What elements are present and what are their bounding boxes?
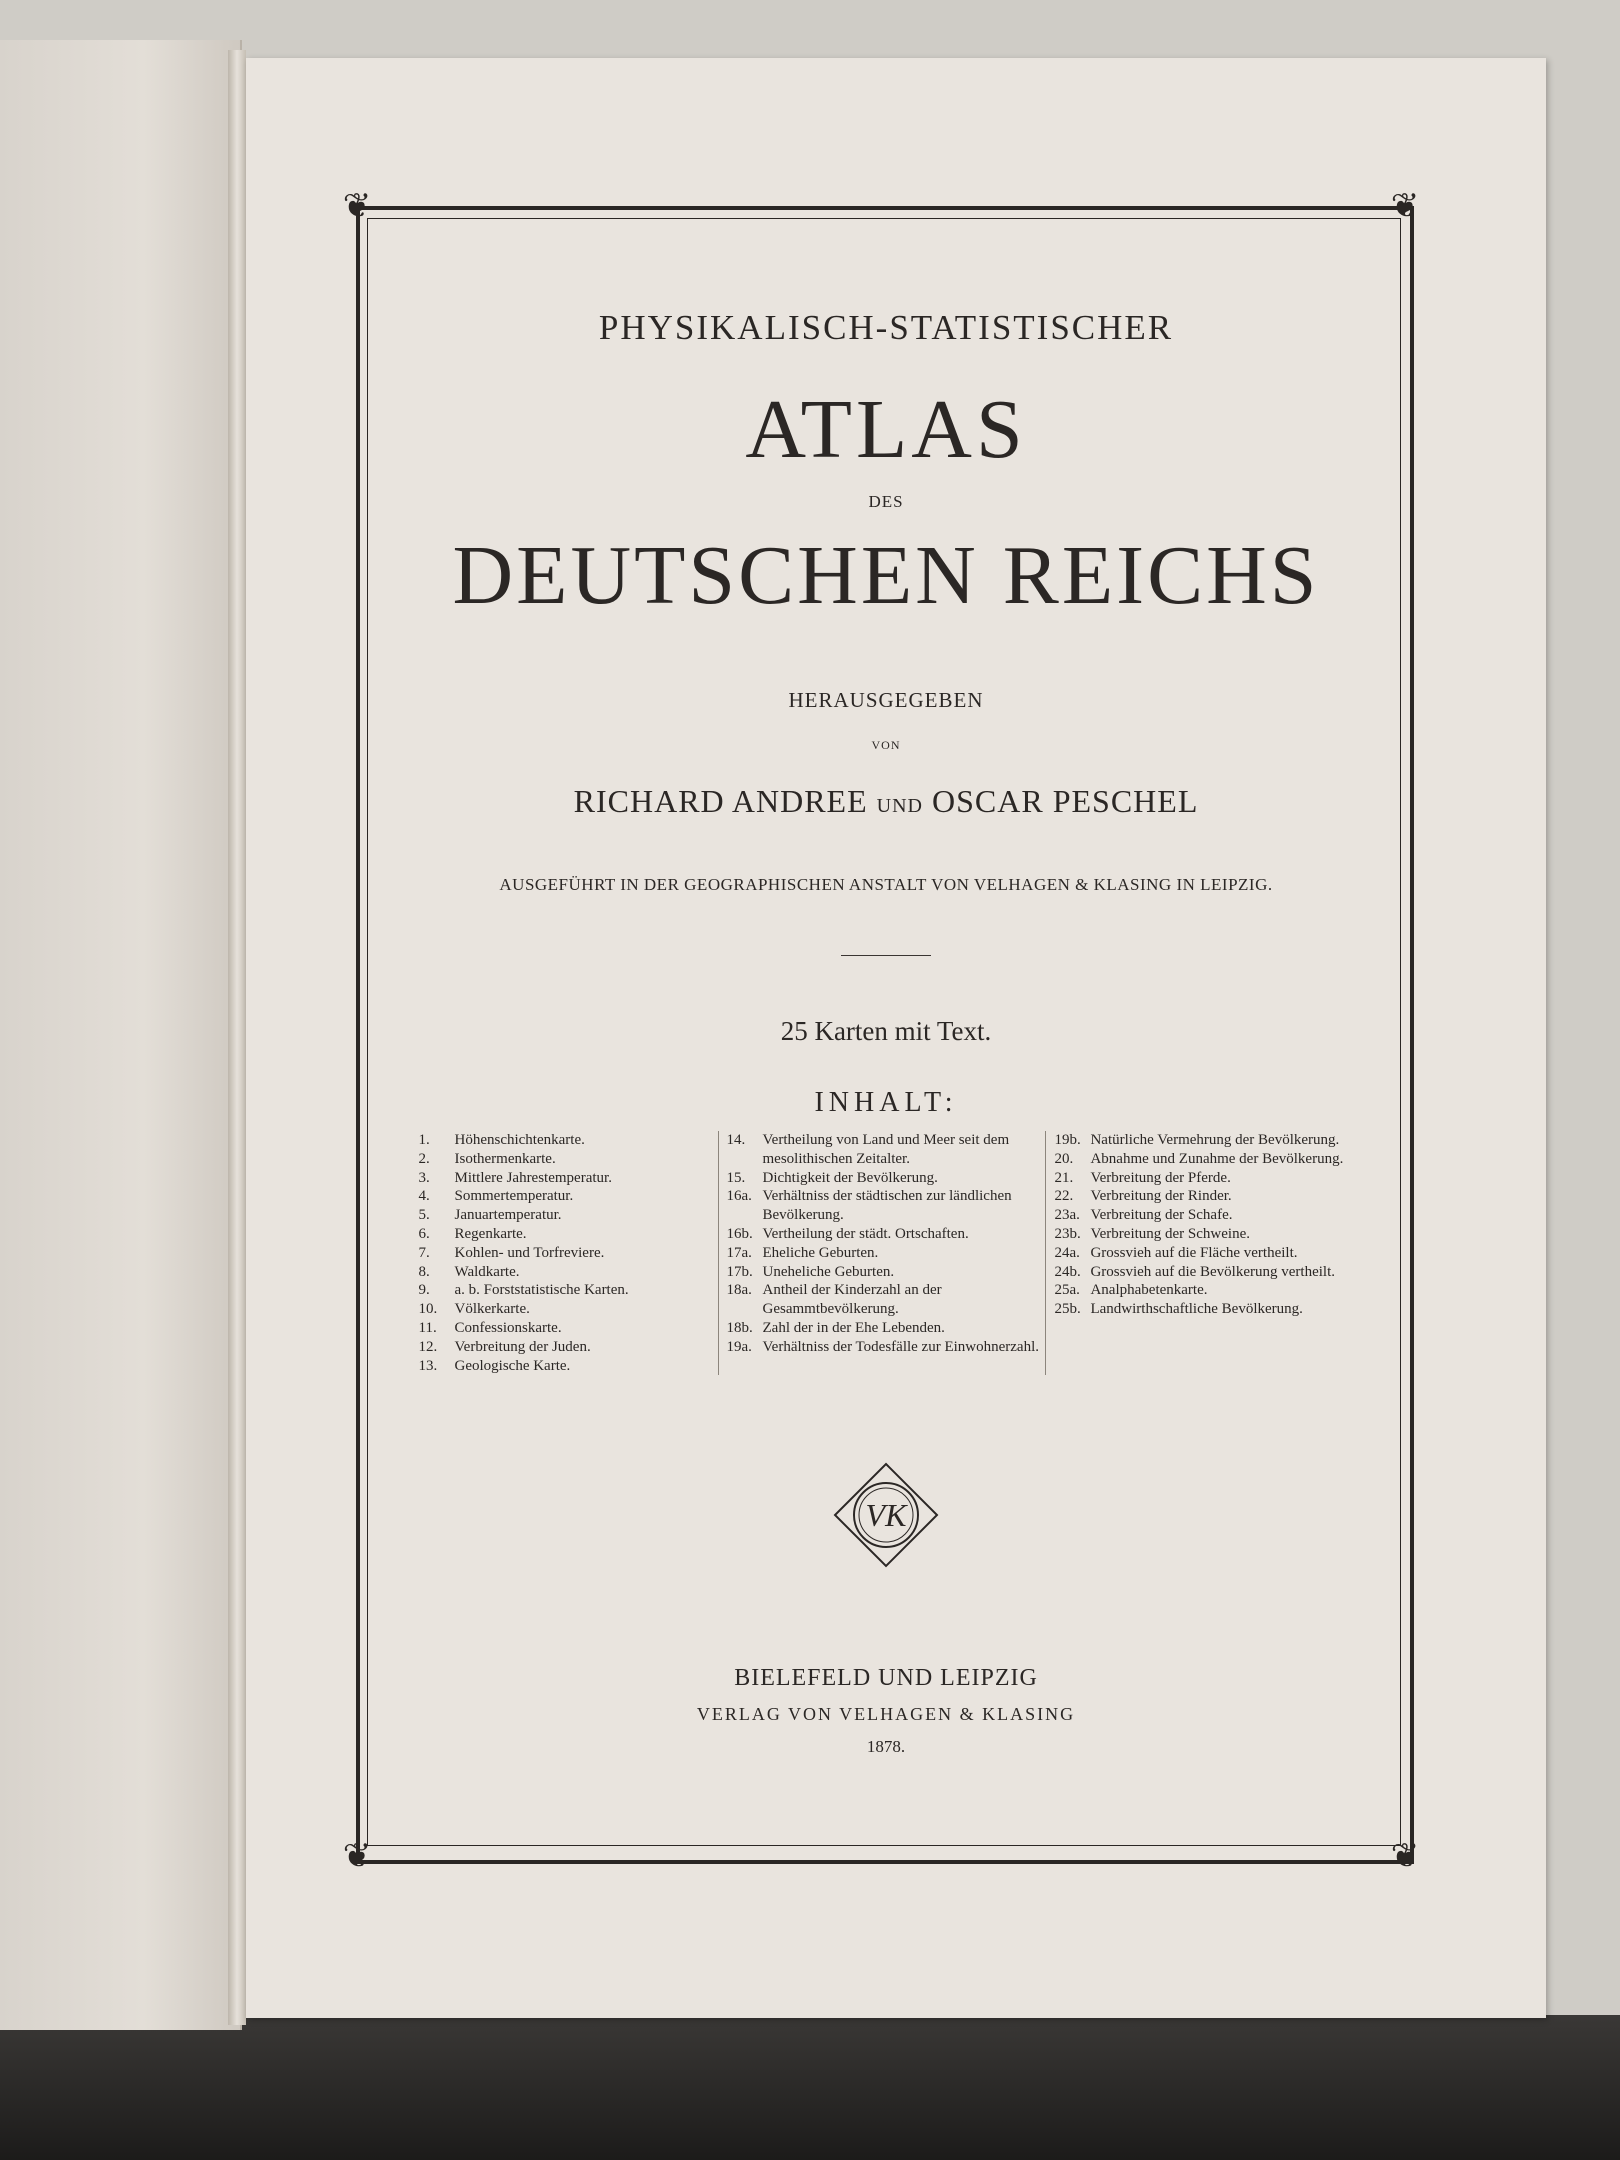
toc-item-number: 15. [726,1169,746,1186]
toc-item-title: Verhältniss der städtischen zur ländlichen Bevölkerung. [762,1188,1012,1224]
toc-item-number: 25a. [1054,1282,1080,1299]
toc-item-title: Grossvieh auf die Fläche vertheilt. [1090,1244,1298,1261]
toc-item [727,1263,1046,1282]
toc-item-title: Vertheilung der städt. Ortschaften. [762,1225,969,1242]
toc-item-number: 24b. [1054,1263,1081,1280]
toc-item-title: Analphabetenkarte. [1090,1282,1208,1299]
main-title-atlas: ATLAS [745,383,1027,476]
toc-item [727,1338,1046,1357]
toc-item-number: 19b. [1054,1132,1081,1148]
author-andree: RICHARD ANDREE [573,783,868,819]
toc-item-number: 10. [418,1301,438,1318]
toc-item [419,1338,718,1357]
toc-item-title: Verbreitung der Rinder. [1090,1188,1232,1205]
toc-item-number: 24a. [1054,1244,1080,1261]
toc-item-number: 8. [418,1263,430,1280]
toc-item-title: Sommertemperatur. [454,1188,574,1205]
toc-item [1054,1187,1353,1206]
main-title-reich: DEUTSCHEN REICHS [452,529,1320,622]
toc-item-title: Zahl der in der Ehe Lebenden. [762,1319,945,1336]
toc-item-number: 25b. [1054,1301,1081,1318]
toc-item-title: Waldkarte. [454,1263,520,1280]
toc-item-number: 13. [418,1357,438,1374]
toc-item-title: Isothermenkarte. [454,1150,556,1167]
toc-item-title: Abnahme und Zunahme der Bevölkerung. [1090,1150,1344,1167]
title-content [376,308,1396,1757]
publisher-monogram [831,1460,941,1570]
toc-column-2 [718,1131,1046,1375]
toc-item-number: 7. [418,1244,430,1261]
toc-item-title: Uneheliche Geburten. [762,1263,895,1280]
title-page [246,58,1546,2018]
map-count: 25 Karten mit Text. [780,1016,992,1046]
toc-item [419,1225,718,1244]
toc-item [1054,1244,1353,1263]
toc-item-number: 3. [418,1169,430,1186]
toc-item-title: Antheil der Kinderzahl an der Gesammtbevölkerung. [762,1282,942,1318]
toc-item [419,1187,718,1206]
toc-item [419,1300,718,1319]
toc-item [1054,1206,1353,1225]
toc-item-title: Januartemperatur. [454,1207,562,1224]
toc-item [419,1319,718,1338]
toc-item-title: Kohlen- und Torfreviere. [454,1244,605,1261]
toc-item-title: Landwirthschaftliche Bevölkerung. [1090,1301,1303,1318]
toc-item-number: 1. [418,1132,430,1148]
toc-item-number: 23a. [1054,1207,1080,1224]
table-of-contents [419,1131,1354,1375]
toc-item-number: 16a. [726,1188,752,1205]
toc-item-number: 5. [418,1207,430,1224]
toc-item-title: a. b. Forststatistische Karten. [454,1282,629,1299]
toc-item-title: Verbreitung der Pferde. [1090,1169,1231,1186]
toc-item [1054,1131,1353,1150]
toc-item [727,1281,1046,1319]
subtitle-line: PHYSIKALISCH-STATISTISCHER [598,308,1174,347]
toc-item-number: 6. [418,1225,430,1242]
monogram-letters: VK [865,1497,907,1534]
toc-item [727,1169,1046,1188]
toc-item [419,1281,718,1300]
corner-ornament-icon: ❦ [342,1838,372,1875]
divider-rule [841,955,931,956]
toc-item-title: Geologische Karte. [454,1357,571,1374]
corner-ornament-icon: ❦ [342,188,372,225]
authors-line [376,783,1396,820]
toc-item-number: 2. [418,1150,430,1167]
toc-item [419,1263,718,1282]
toc-item [419,1169,718,1188]
toc-item-number: 4. [418,1188,430,1205]
publication-year: 1878. [866,1737,906,1757]
author-peschel: OSCAR PESCHEL [931,783,1199,819]
by-label: VON [871,738,901,752]
toc-item-title: Verbreitung der Schafe. [1090,1207,1233,1224]
toc-item-number: 14. [726,1132,746,1148]
toc-column-1 [419,1131,718,1375]
toc-item-title: Verbreitung der Schweine. [1090,1225,1250,1242]
toc-item-title: Grossvieh auf die Bevölkerung vertheilt. [1090,1263,1335,1280]
toc-item [419,1206,718,1225]
toc-item [727,1131,1046,1169]
toc-item-number: 17b. [726,1263,753,1280]
title-connector: DES [868,492,904,511]
toc-item-number: 12. [418,1338,438,1355]
toc-item [727,1187,1046,1225]
printer-line: AUSGEFÜHRT IN DER GEOGRAPHISCHEN ANSTALT VON VELHAGEN & KLASING IN LEIPZIG. [499,875,1273,894]
toc-item-number: 20. [1054,1150,1074,1167]
book-spine [228,50,246,2025]
toc-item-title: Völkerkarte. [454,1301,530,1318]
toc-item [1054,1263,1353,1282]
contents-heading: INHALT: [814,1087,958,1118]
toc-item-number: 9. [418,1282,430,1299]
toc-item-number: 21. [1054,1169,1074,1186]
toc-item-title: Regenkarte. [454,1225,527,1242]
toc-item-title: Höhenschichtenkarte. [454,1132,585,1148]
toc-item [1054,1169,1353,1188]
publication-place: BIELEFELD UND LEIPZIG [734,1665,1038,1692]
toc-item-number: 16b. [726,1225,753,1242]
toc-item-title: Eheliche Geburten. [762,1244,879,1261]
left-page [0,40,242,2030]
toc-item [419,1244,718,1263]
toc-item-number: 22. [1054,1188,1074,1205]
toc-item [419,1150,718,1169]
toc-item-number: 11. [418,1319,437,1336]
toc-item-title: Mittlere Jahrestemperatur. [454,1169,612,1186]
toc-item [419,1131,718,1150]
toc-item-number: 23b. [1054,1225,1081,1242]
toc-item [727,1244,1046,1263]
toc-item [1054,1150,1353,1169]
edited-label: HERAUSGEGEBEN [788,688,984,712]
toc-item-number: 18a. [726,1282,752,1299]
toc-item-title: Natürliche Vermehrung der Bevölkerung. [1090,1132,1340,1148]
publisher-name: VERLAG VON VELHAGEN & KLASING [696,1704,1076,1725]
toc-item [419,1357,718,1376]
toc-item [1054,1225,1353,1244]
toc-column-3 [1045,1131,1353,1375]
authors-conjunction: UND [876,795,923,817]
toc-item-title: Verhältniss der Todesfälle zur Einwohnerzahl. [762,1338,1040,1355]
toc-item-number: 18b. [726,1319,753,1336]
toc-item [727,1319,1046,1338]
toc-item-title: Vertheilung von Land und Meer seit dem mesolithischen Zeitalter. [762,1132,1010,1167]
toc-item-title: Dichtigkeit der Bevölkerung. [762,1169,938,1186]
toc-item [727,1225,1046,1244]
corner-ornament-icon: ❦ [1390,188,1420,225]
table-shadow [0,2015,1620,2160]
toc-item-number: 19a. [726,1338,752,1355]
corner-ornament-icon: ❦ [1390,1838,1420,1875]
toc-item-number: 17a. [726,1244,752,1261]
monogram-emblem-icon [831,1460,941,1570]
toc-item [1054,1300,1353,1319]
toc-item-title: Confessionskarte. [454,1319,562,1336]
toc-item-title: Verbreitung der Juden. [454,1338,591,1355]
toc-item [1054,1281,1353,1300]
